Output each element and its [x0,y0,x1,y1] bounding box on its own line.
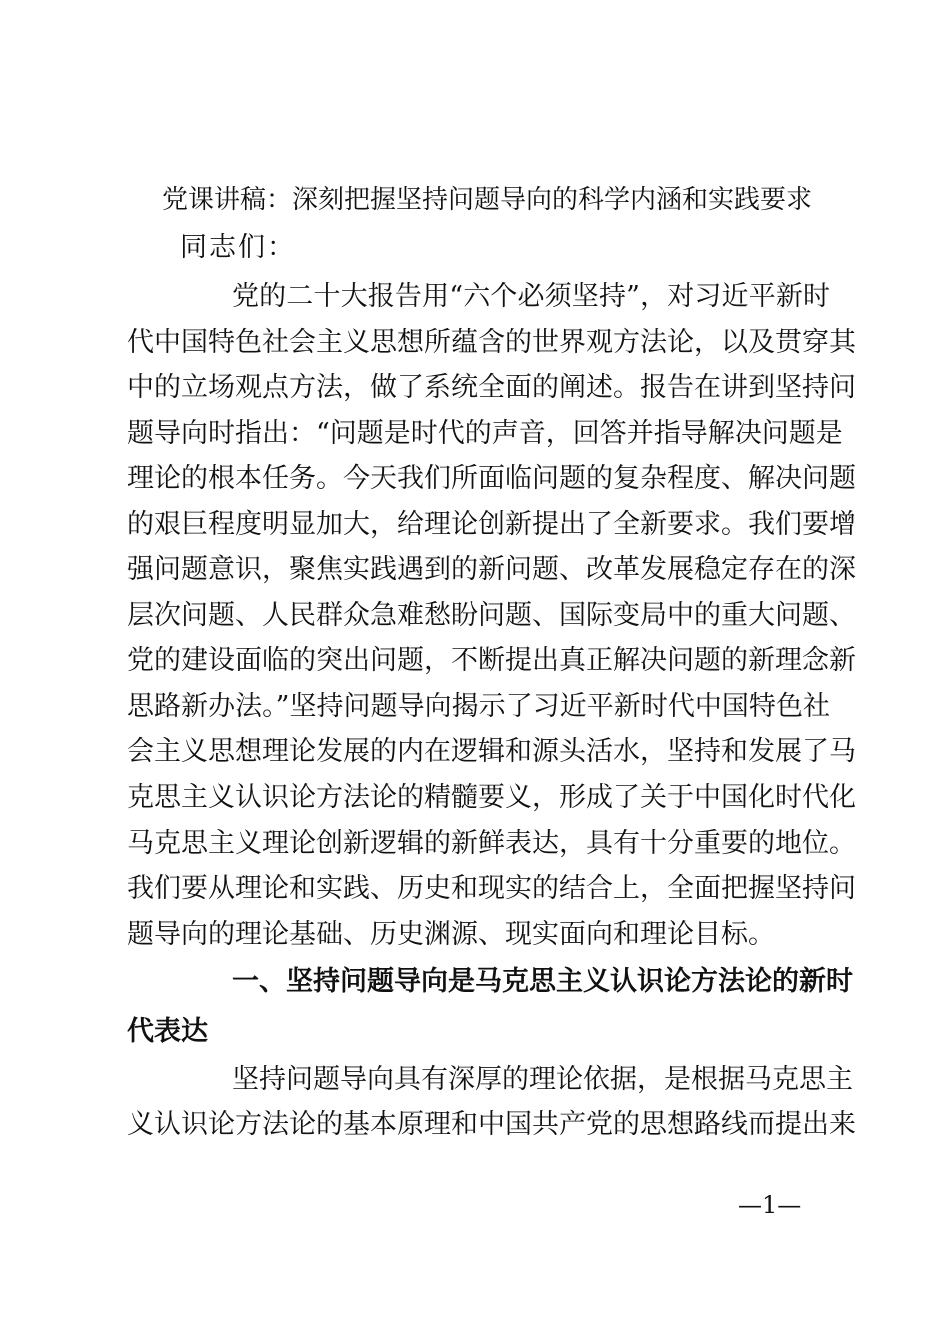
text-line: 理论的根本任务。今天我们所面临问题的复杂程度、解决问题 [127,463,856,494]
document-title: 党课讲稿：深刻把握坚持问题导向的科学内涵和实践要求 [162,185,813,215]
text-line: 题导向时指出：“问题是时代的声音，回答并指导解决问题是 [127,418,843,449]
text-line: 义认识论方法论的基本原理和中国共产党的思想路线而提出来 [127,1109,856,1140]
text-line: 题导向的理论基础、历史渊源、现实面向和理论目标。 [127,919,775,950]
text-line: 坚持问题导向具有深厚的理论依据，是根据马克思主 [232,1064,853,1095]
text-line: 克思主义认识论方法论的精髓要义，形成了关于中国化时代化 [127,782,856,813]
text-line: 强问题意识，聚焦实践遇到的新问题、改革发展稳定存在的深 [127,554,856,585]
text-line: 的艰巨程度明显加大，给理论创新提出了全新要求。我们要增 [127,509,856,540]
text-line: 层次问题、人民群众急难愁盼问题、国际变局中的重大问题、 [127,600,856,631]
text-line: 我们要从理论和实践、历史和现实的结合上，全面把握坚持问 [127,873,856,904]
text-line: 思路新办法。”坚持问题导向揭示了习近平新时代中国特色社 [127,691,830,722]
page-number: —1— [738,1191,802,1219]
text-line: 会主义思想理论发展的内在逻辑和源头活水，坚持和发展了马 [127,736,856,767]
text-line: 中的立场观点方法，做了系统全面的阐述。报告在讲到坚持问 [127,372,856,403]
heading-line: 代表达 [127,1016,208,1047]
greeting: 同志们： [180,232,296,263]
text-line: 代中国特色社会主义思想所蕴含的世界观方法论，以及贯穿其 [127,327,856,358]
text-line: 马克思主义理论创新逻辑的新鲜表达，具有十分重要的地位。 [127,828,856,859]
text-line: 党的二十大报告用“六个必须坚持”，对习近平新时 [232,281,830,312]
heading-line: 一、坚持问题导向是马克思主义认识论方法论的新时 [232,966,853,997]
text-line: 党的建设面临的突出问题，不断提出真正解决问题的新理念新 [127,645,856,676]
